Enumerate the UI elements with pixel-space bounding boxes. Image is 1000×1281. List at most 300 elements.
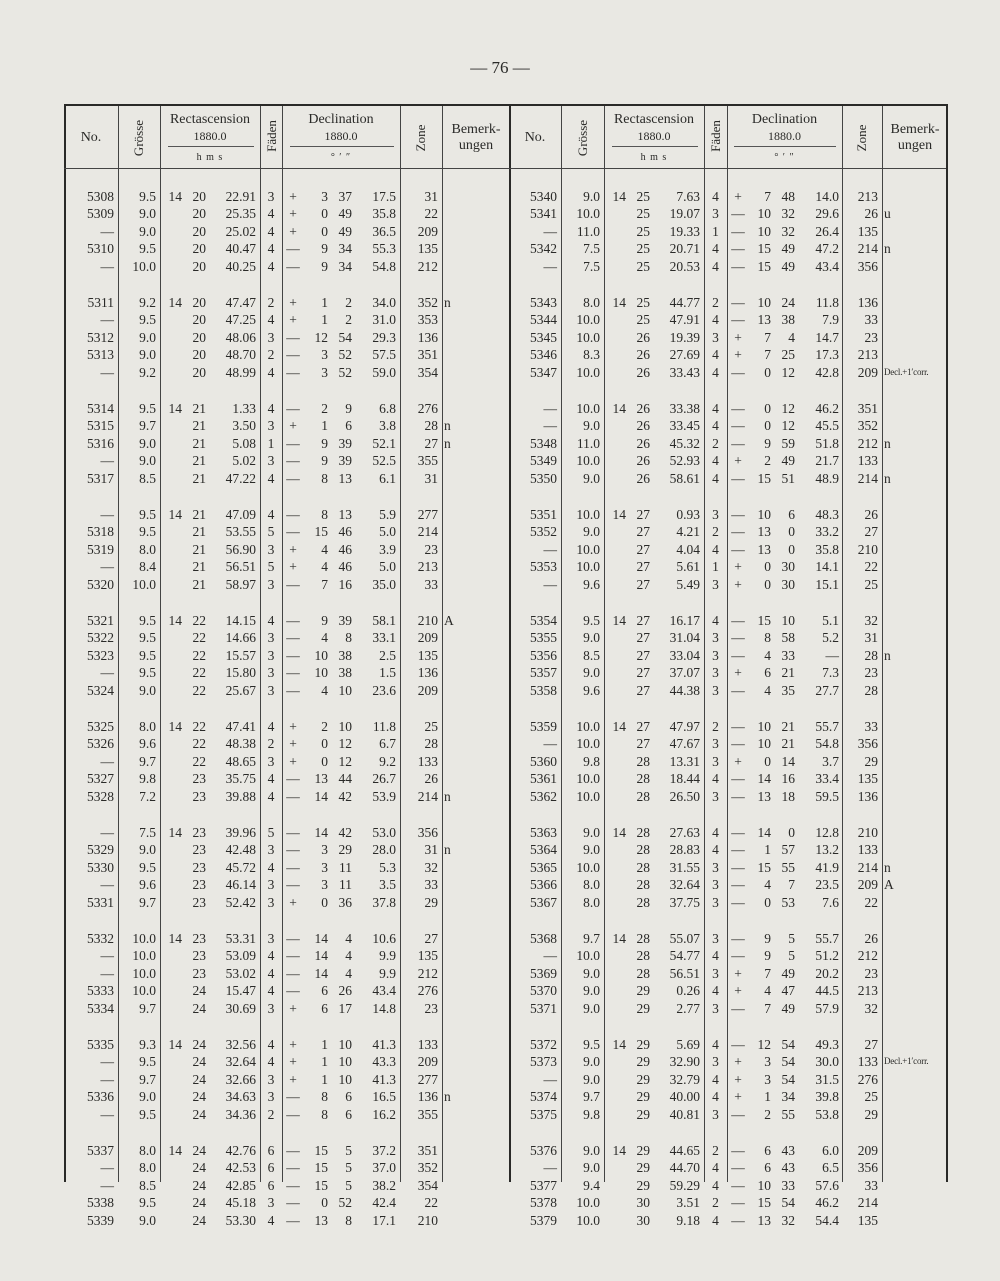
cell-no: —	[100, 258, 114, 274]
cell-gr: 9.2	[139, 364, 156, 380]
cell-sg: —	[286, 1212, 300, 1228]
cell-s: 47.22	[225, 470, 256, 486]
cell-z: 136	[417, 1089, 438, 1105]
table-row	[64, 240, 946, 257]
cell-sg: —	[286, 1106, 300, 1122]
cell-gr: 7.5	[139, 825, 156, 840]
cell-ds: 39.8	[815, 1089, 839, 1105]
cell-f: 2	[712, 524, 719, 540]
cell-no: 5330	[87, 859, 114, 875]
cell-dm: 4	[345, 965, 352, 981]
cell-b: n	[444, 435, 451, 451]
cell-ds: 35.8	[815, 541, 839, 557]
cell-d: 3	[764, 1071, 771, 1087]
cell-h: 14	[612, 507, 626, 522]
cell-sg: —	[731, 1177, 745, 1193]
cell-gr: 10.0	[576, 206, 600, 222]
cell-h: 14	[168, 931, 182, 946]
cell-dm: 52	[338, 364, 352, 380]
cell-no: 5374	[530, 1089, 557, 1105]
cell-m: 21	[192, 576, 206, 592]
cell-gr: 9.7	[139, 1071, 156, 1087]
header-groesse: Grösse	[131, 119, 146, 157]
cell-f: 4	[267, 1054, 275, 1070]
cell-gr: 8.0	[583, 877, 600, 893]
cell-f: 4	[267, 788, 275, 804]
cell-sg: —	[286, 665, 300, 681]
cell-no: 5340	[530, 189, 557, 204]
cell-f: 4	[712, 771, 719, 787]
cell-b: n	[444, 295, 451, 310]
cell-f: 4	[712, 347, 719, 363]
cell-d: 0	[321, 223, 328, 239]
cell-m: 23	[192, 825, 206, 840]
header-rectascension: Rectascension	[169, 112, 251, 127]
cell-s: 9.18	[676, 1212, 700, 1228]
cell-ds: 57.9	[815, 1000, 839, 1016]
cell-h: 14	[612, 613, 626, 628]
cell-gr: 9.0	[139, 1212, 156, 1228]
cell-m: 28	[636, 965, 650, 981]
cell-sg: —	[731, 507, 745, 522]
cell-dm: 10	[338, 719, 352, 734]
cell-dm: 37	[338, 189, 352, 204]
cell-z: 209	[857, 1143, 878, 1158]
cell-no: —	[100, 1071, 114, 1087]
cell-s: 33.38	[669, 401, 700, 416]
cell-no: 5375	[530, 1106, 557, 1122]
cell-f: 3	[267, 753, 275, 769]
cell-sg: —	[731, 312, 745, 328]
cell-sg: +	[734, 1054, 742, 1070]
cell-m: 26	[636, 347, 650, 363]
cell-sg: +	[289, 559, 297, 575]
cell-ds: 12.8	[815, 825, 839, 840]
cell-sg: —	[286, 524, 300, 540]
cell-d: 9	[764, 435, 771, 451]
cell-m: 21	[192, 470, 206, 486]
cell-d: 7	[764, 965, 771, 981]
cell-gr: 10.0	[132, 948, 156, 964]
cell-z: 136	[857, 788, 878, 804]
cell-ds: 37.0	[372, 1160, 396, 1176]
cell-s: 48.70	[225, 347, 256, 363]
cell-sg: —	[731, 401, 745, 416]
cell-m: 20	[192, 295, 206, 310]
table-row	[64, 400, 946, 417]
cell-s: 59.29	[669, 1177, 700, 1193]
cell-z: 213	[857, 347, 878, 363]
cell-ds: 35.8	[372, 206, 396, 222]
cell-sg: —	[731, 877, 745, 893]
cell-s: 52.93	[669, 453, 700, 469]
cell-sg: —	[286, 965, 300, 981]
cell-s: 15.80	[225, 665, 256, 681]
cell-gr: 9.0	[583, 1143, 600, 1158]
cell-m: 29	[636, 1000, 650, 1016]
cell-f: 3	[267, 894, 275, 910]
cell-gr: 10.0	[576, 1212, 600, 1228]
cell-z: 352	[417, 1160, 438, 1176]
cell-sg: +	[734, 576, 742, 592]
cell-sg: +	[734, 753, 742, 769]
cell-m: 21	[192, 418, 206, 434]
cell-no: 5349	[530, 453, 557, 469]
cell-m: 27	[636, 647, 650, 663]
cell-z: 31	[424, 842, 438, 858]
cell-s: 30.69	[225, 1000, 256, 1016]
cell-z: 209	[417, 682, 438, 698]
cell-f: 4	[712, 453, 719, 469]
cell-s: 45.32	[669, 435, 700, 451]
cell-s: 32.79	[669, 1071, 700, 1087]
cell-d: 6	[321, 1000, 328, 1016]
cell-m: 20	[192, 258, 206, 274]
cell-f: 3	[267, 453, 275, 469]
cell-s: 44.38	[669, 682, 700, 698]
cell-d: 13	[314, 771, 328, 787]
cell-sg: +	[289, 295, 297, 310]
cell-f: 4	[267, 470, 275, 486]
cell-no: —	[543, 948, 557, 964]
cell-gr: 9.5	[139, 665, 156, 681]
cell-f: 4	[712, 1089, 719, 1105]
cell-f: 3	[712, 894, 719, 910]
cell-f: 4	[712, 541, 719, 557]
cell-d: 12	[314, 329, 328, 345]
cell-d: 15	[757, 470, 771, 486]
cell-dm: 36	[338, 894, 352, 910]
cell-sg: —	[286, 788, 300, 804]
cell-sg: —	[731, 788, 745, 804]
table-row	[64, 1071, 946, 1088]
cell-f: 3	[267, 576, 275, 592]
cell-s: 40.25	[225, 258, 256, 274]
cell-sg: +	[289, 312, 297, 328]
cell-sg: —	[731, 541, 745, 557]
cell-f: 4	[267, 241, 275, 257]
cell-no: —	[543, 1160, 557, 1176]
cell-d: 9	[321, 613, 328, 628]
cell-d: 10	[757, 206, 771, 222]
cell-d: 14	[757, 825, 771, 840]
cell-f: 4	[267, 206, 275, 222]
cell-dm: 16	[781, 771, 795, 787]
cell-s: 25.35	[225, 206, 256, 222]
cell-sg: +	[734, 1071, 742, 1087]
cell-d: 2	[321, 401, 328, 416]
cell-dm: 42	[338, 825, 352, 840]
cell-dm: 49	[781, 258, 795, 274]
cell-d: 4	[764, 647, 771, 663]
cell-f: 5	[267, 559, 275, 575]
cell-no: 5365	[530, 859, 557, 875]
cell-z: 31	[424, 470, 438, 486]
cell-f: 4	[267, 965, 275, 981]
cell-ds: 3.9	[379, 541, 396, 557]
cell-no: 5336	[87, 1089, 114, 1105]
cell-no: 5310	[87, 241, 114, 257]
cell-dm: 58	[781, 630, 795, 646]
cell-b: n	[884, 241, 891, 257]
cell-dm: 47	[781, 983, 795, 999]
cell-dm: 11	[339, 859, 352, 875]
cell-f: 4	[712, 312, 719, 328]
cell-s: 0.26	[676, 983, 700, 999]
cell-dm: 46	[338, 541, 352, 557]
cell-gr: 8.0	[139, 1143, 156, 1158]
cell-sg: +	[289, 541, 297, 557]
cell-no: —	[100, 753, 114, 769]
cell-gr: 10.0	[132, 983, 156, 999]
cell-s: 40.47	[225, 241, 256, 257]
cell-z: 209	[417, 630, 438, 646]
cell-h: 14	[168, 1143, 182, 1158]
cell-m: 28	[636, 753, 650, 769]
cell-m: 29	[636, 1054, 650, 1070]
cell-f: 3	[712, 630, 719, 646]
cell-z: 276	[417, 401, 438, 416]
cell-f: 3	[267, 418, 275, 434]
cell-d: 1	[321, 312, 328, 328]
cell-s: 44.65	[669, 1143, 700, 1158]
header-bemerkungen-right: Bemerk-ungen	[890, 122, 940, 153]
cell-dm: 12	[338, 736, 352, 752]
cell-dm: 51	[781, 470, 795, 486]
cell-gr: 9.0	[139, 329, 156, 345]
cell-f: 4	[712, 613, 719, 628]
table-row	[64, 1194, 946, 1211]
cell-d: 0	[764, 576, 771, 592]
cell-m: 22	[192, 719, 206, 734]
cell-gr: 9.7	[139, 894, 156, 910]
cell-no: 5372	[530, 1037, 557, 1052]
cell-dm: 17	[338, 1000, 352, 1016]
cell-gr: 10.0	[576, 453, 600, 469]
cell-ds: 34.0	[372, 295, 396, 310]
cell-ds: 59.5	[815, 788, 839, 804]
cell-h: 14	[168, 295, 182, 310]
cell-d: 0	[764, 364, 771, 380]
header-rectascension-right: Rectascension	[613, 112, 695, 127]
table-row	[64, 894, 946, 911]
cell-gr: 7.2	[139, 788, 156, 804]
cell-f: 4	[267, 223, 275, 239]
cell-s: 7.63	[676, 189, 700, 204]
table-row	[64, 541, 946, 558]
table-row	[64, 859, 946, 876]
cell-s: 5.61	[676, 559, 700, 575]
cell-b: A	[444, 613, 454, 628]
cell-z: 356	[857, 258, 878, 274]
cell-sg: +	[734, 665, 742, 681]
cell-s: 53.55	[225, 524, 256, 540]
cell-no: —	[100, 1160, 114, 1176]
cell-sg: +	[289, 189, 297, 204]
cell-ds: 45.5	[815, 418, 839, 434]
cell-d: 15	[757, 258, 771, 274]
cell-d: 14	[757, 771, 771, 787]
cell-no: —	[543, 736, 557, 752]
cell-dm: 2	[345, 295, 352, 310]
table-row	[64, 735, 946, 752]
cell-z: 352	[857, 418, 878, 434]
cell-d: 7	[764, 189, 771, 204]
cell-z: 209	[417, 223, 438, 239]
cell-z: 209	[417, 1054, 438, 1070]
cell-f: 3	[712, 1106, 719, 1122]
cell-m: 26	[636, 329, 650, 345]
cell-m: 22	[192, 736, 206, 752]
cell-z: 23	[864, 665, 878, 681]
cell-no: 5357	[530, 665, 557, 681]
cell-b: n	[884, 435, 891, 451]
cell-dm: 42	[338, 788, 352, 804]
cell-f: 3	[712, 736, 719, 752]
cell-m: 20	[192, 312, 206, 328]
cell-ds: 14.0	[815, 189, 839, 204]
cell-d: 10	[757, 223, 771, 239]
cell-gr: 9.0	[583, 983, 600, 999]
cell-z: 356	[417, 825, 438, 840]
cell-f: 4	[267, 859, 275, 875]
cell-d: 10	[314, 647, 328, 663]
cell-no: 5323	[87, 647, 114, 663]
header-ra-units: h m s	[196, 152, 224, 163]
cell-gr: 9.8	[583, 1106, 600, 1122]
cell-ds: 48.9	[815, 470, 839, 486]
cell-no: 5308	[87, 189, 114, 204]
table-row	[64, 470, 946, 487]
cell-d: 2	[764, 453, 771, 469]
cell-gr: 9.4	[583, 1177, 600, 1193]
cell-dm: 9	[345, 401, 352, 416]
cell-m: 26	[636, 364, 650, 380]
cell-no: 5373	[530, 1054, 557, 1070]
cell-z: 135	[857, 1212, 878, 1228]
cell-d: 7	[764, 329, 771, 345]
cell-z: 136	[857, 295, 878, 310]
cell-f: 2	[267, 295, 275, 310]
cell-s: 47.97	[669, 719, 700, 734]
cell-dm: 54	[781, 1071, 795, 1087]
cell-sg: —	[731, 295, 745, 310]
cell-dm: 49	[781, 1000, 795, 1016]
cell-ds: 9.9	[379, 948, 396, 964]
cell-d: 4	[764, 877, 771, 893]
cell-ds: 30.0	[815, 1054, 839, 1070]
table-row	[64, 647, 946, 664]
cell-no: 5371	[530, 1000, 557, 1016]
cell-s: 5.49	[676, 576, 700, 592]
cell-d: 3	[321, 842, 328, 858]
cell-m: 25	[636, 189, 650, 204]
cell-m: 23	[192, 842, 206, 858]
cell-f: 3	[712, 665, 719, 681]
cell-no: 5363	[530, 825, 557, 840]
cell-no: —	[100, 312, 114, 328]
cell-no: 5329	[87, 842, 114, 858]
cell-m: 25	[636, 206, 650, 222]
cell-gr: 9.6	[583, 682, 600, 698]
cell-m: 29	[636, 1143, 650, 1158]
cell-m: 28	[636, 877, 650, 893]
cell-no: 5319	[87, 541, 114, 557]
cell-dm: 53	[781, 894, 795, 910]
cell-dm: 49	[781, 965, 795, 981]
cell-f: 3	[267, 630, 275, 646]
cell-d: 8	[321, 470, 328, 486]
cell-f: 4	[267, 1212, 275, 1228]
cell-no: 5342	[530, 241, 557, 257]
cell-no: —	[100, 948, 114, 964]
cell-dm: 46	[338, 559, 352, 575]
cell-sg: —	[731, 418, 745, 434]
cell-sg: —	[731, 931, 745, 946]
cell-gr: 9.0	[583, 189, 600, 204]
cell-sg: —	[286, 613, 300, 628]
cell-ds: 6.0	[822, 1143, 839, 1158]
header-declination-right: Declination	[751, 112, 818, 127]
cell-gr: 10.0	[132, 258, 156, 274]
cell-dm: 38	[338, 647, 352, 663]
cell-z: 22	[424, 1195, 438, 1211]
cell-dm: 49	[781, 453, 795, 469]
cell-m: 24	[192, 1089, 206, 1105]
cell-gr: 9.5	[583, 613, 600, 628]
cell-b: n	[444, 788, 451, 804]
cell-f: 4	[712, 842, 719, 858]
cell-ds: 48.3	[815, 507, 839, 522]
cell-s: 0.93	[676, 507, 700, 522]
cell-s: 58.61	[669, 470, 700, 486]
cell-d: 0	[764, 753, 771, 769]
cell-f: 3	[712, 329, 719, 345]
cell-gr: 7.5	[583, 258, 600, 274]
table-row	[64, 1106, 946, 1123]
cell-gr: 10.0	[576, 507, 600, 522]
cell-sg: +	[289, 736, 297, 752]
cell-no: 5333	[87, 983, 114, 999]
table-row	[64, 452, 946, 469]
cell-gr: 9.0	[139, 682, 156, 698]
cell-no: 5314	[87, 401, 114, 416]
cell-h: 14	[168, 507, 182, 522]
cell-m: 23	[192, 788, 206, 804]
cell-no: 5320	[87, 576, 114, 592]
cell-ds: 16.2	[372, 1106, 396, 1122]
cell-no: 5359	[530, 719, 557, 734]
cell-f: 2	[712, 719, 719, 734]
cell-sg: +	[289, 418, 297, 434]
cell-d: 10	[757, 507, 771, 522]
cell-ds: 55.7	[815, 719, 839, 734]
cell-dm: 11	[339, 877, 352, 893]
cell-dm: 35	[781, 682, 795, 698]
cell-m: 21	[192, 453, 206, 469]
cell-m: 23	[192, 894, 206, 910]
cell-z: 210	[417, 613, 438, 628]
cell-m: 28	[636, 859, 650, 875]
cell-z: 22	[864, 559, 878, 575]
cell-sg: +	[734, 347, 742, 363]
cell-gr: 9.0	[583, 842, 600, 858]
cell-m: 20	[192, 206, 206, 222]
cell-ds: 42.8	[815, 364, 839, 380]
cell-z: 355	[417, 1106, 438, 1122]
cell-f: 3	[712, 788, 719, 804]
cell-d: 4	[764, 682, 771, 698]
